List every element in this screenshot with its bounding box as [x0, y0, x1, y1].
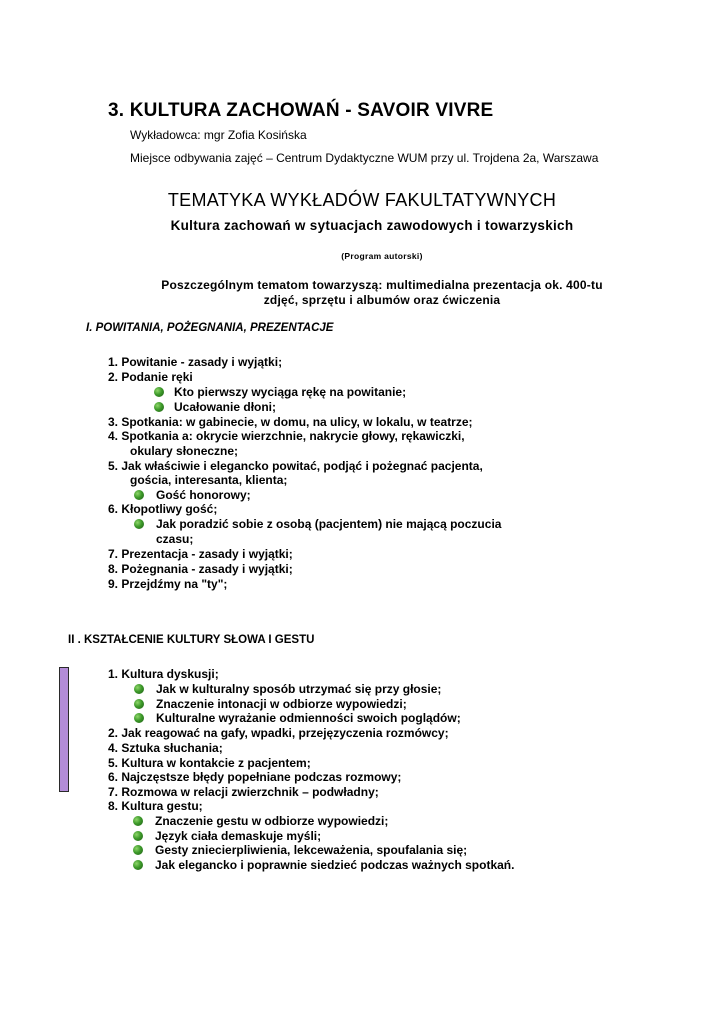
bullet-icon [134, 490, 144, 500]
section-2-title: II . KSZTAŁCENIE KULTURY SŁOWA I GESTU [68, 634, 315, 646]
list-subitem: Jak poradzić sobie z osobą (pacjentem) nie mającą poczucia [156, 517, 502, 531]
list-item: 1. Kultura dyskusji; [108, 667, 219, 681]
list-item: 7. Prezentacja - zasady i wyjątki; [108, 547, 293, 561]
program-subheading: Kultura zachowań w sytuacjach zawodowych i towarzyskich [170, 218, 574, 233]
bullet-icon [154, 402, 164, 412]
list-subitem: Ucałowanie dłoni; [174, 400, 277, 414]
list-item: 7. Rozmowa w relacji zwierzchnik – podwładny; [108, 785, 379, 799]
program-heading: TEMATYKA WYKŁADÓW FAKULTATYWNYCH [167, 190, 557, 210]
list-item-continuation: gościa, interesanta, klienta; [130, 473, 288, 487]
list-subitem: Kto pierwszy wyciąga rękę na powitanie; [174, 385, 407, 399]
list-item: 3. Spotkania: w gabinecie, w domu, na ulicy, w lokalu, w teatrze; [108, 415, 473, 429]
list-subitem: Gesty zniecierpliwienia, lekceważenia, spoufalania się; [155, 843, 468, 857]
bullet-icon [133, 816, 143, 826]
list-item: 8. Kultura gestu; [108, 799, 203, 813]
list-item: 2. Jak reagować na gafy, wpadki, przejęzyczenia rozmówcy; [108, 726, 449, 740]
list-item: 6. Najczęstsze błędy popełniane podczas rozmowy; [108, 770, 402, 784]
list-item: 4. Spotkania a: okrycie wierzchnie, nakrycie głowy, rękawiczki, [108, 429, 465, 443]
bullet-icon [134, 684, 144, 694]
list-subitem: Kulturalne wyrażanie odmienności swoich poglądów; [156, 711, 461, 725]
document-title: 3. KULTURA ZACHOWAŃ - SAVOIR VIVRE [108, 100, 494, 121]
list-item: 1. Powitanie - zasady i wyjątki; [108, 355, 283, 369]
list-subitem: Gość honorowy; [156, 488, 251, 502]
lecturer-line: Wykładowca: mgr Zofia Kosińska [130, 128, 307, 142]
program-note: (Program autorski) [341, 251, 423, 261]
list-item: 9. Przejdźmy na "ty"; [108, 577, 228, 591]
intro-line-1: Poszczególnym tematom towarzyszą: multimedialna prezentacja ok. 400-tu [161, 278, 603, 292]
list-item: 6. Kłopotliwy gość; [108, 502, 218, 516]
section-1-title: I. POWITANIA, POŻEGNANIA, PREZENTACJE [86, 322, 334, 334]
bullet-icon [133, 831, 143, 841]
list-subitem: Język ciała demaskuje myśli; [155, 829, 322, 843]
list-item: 5. Kultura w kontakcie z pacjentem; [108, 756, 311, 770]
bullet-icon [134, 713, 144, 723]
list-subitem-continuation: czasu; [156, 532, 194, 546]
location-line: Miejsce odbywania zajęć – Centrum Dydaktyczne WUM przy ul. Trojdena 2a, Warszawa [130, 151, 599, 165]
bullet-icon [134, 699, 144, 709]
bullet-icon [134, 519, 144, 529]
list-item: 8. Pożegnania - zasady i wyjątki; [108, 562, 293, 576]
list-item: 2. Podanie ręki [108, 370, 193, 384]
list-item: 4. Sztuka słuchania; [108, 741, 223, 755]
decorative-side-bar [59, 667, 69, 792]
bullet-icon [154, 387, 164, 397]
bullet-icon [133, 860, 143, 870]
list-item-continuation: okulary słoneczne; [130, 444, 239, 458]
bullet-icon [133, 845, 143, 855]
list-subitem: Znaczenie gestu w odbiorze wypowiedzi; [155, 814, 389, 828]
intro-line-2: zdjęć, sprzętu i albumów oraz ćwiczenia [263, 293, 501, 307]
list-subitem: Jak elegancko i poprawnie siedzieć podczas ważnych spotkań. [155, 858, 515, 872]
list-item: 5. Jak właściwie i elegancko powitać, podjąć i pożegnać pacjenta, [108, 459, 483, 473]
list-subitem: Jak w kulturalny sposób utrzymać się przy głosie; [156, 682, 442, 696]
list-subitem: Znaczenie intonacji w odbiorze wypowiedzi; [156, 697, 407, 711]
